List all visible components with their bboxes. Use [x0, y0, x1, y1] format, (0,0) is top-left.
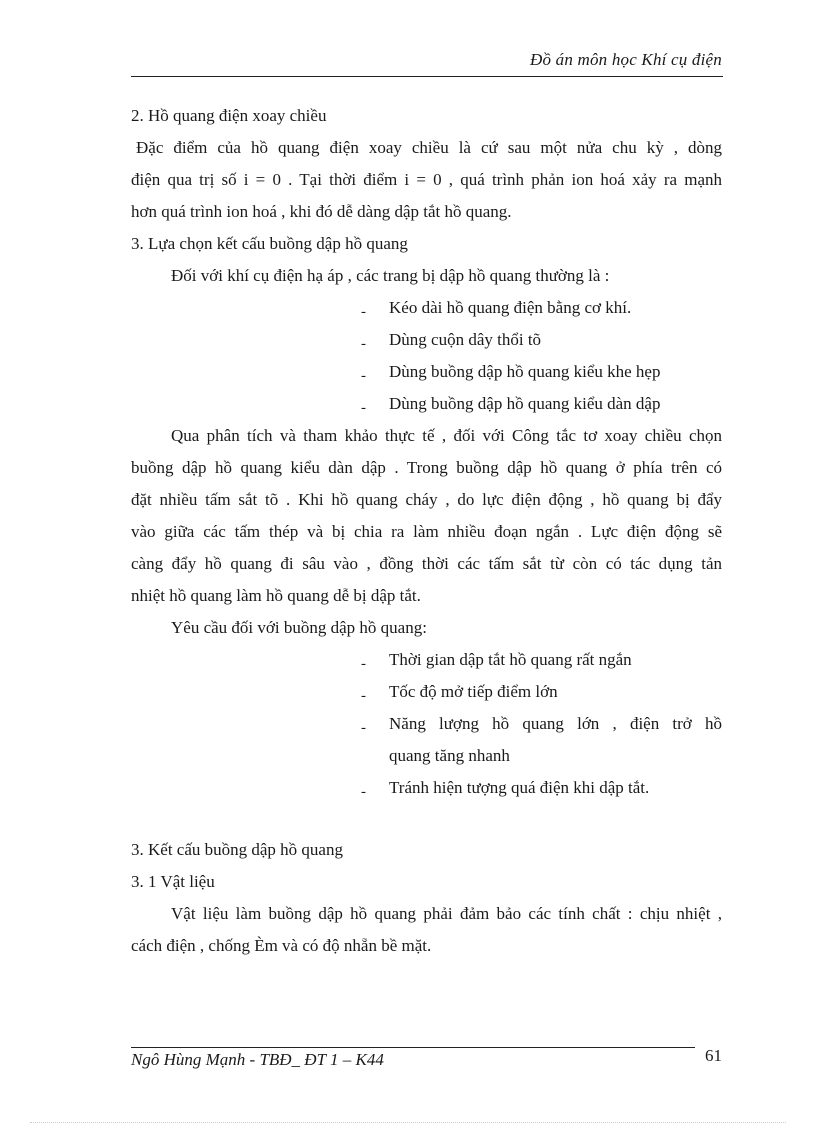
- paragraph-line: cách điện , chống Èm và có độ nhẵn bề mặt.: [131, 936, 432, 955]
- footer-author: Ngô Hùng Mạnh - TBĐ_ ĐT 1 – K44: [131, 1050, 384, 1069]
- footer-rule: [131, 1047, 695, 1048]
- header-rule: [131, 76, 723, 77]
- paragraph-line: Qua phân tích và tham khảo thực tế , đối với Công tắc tơ xoay chiều chọn: [171, 426, 722, 445]
- list-item-text: quang tăng nhanh: [389, 746, 510, 765]
- list-item-text: Dùng buồng dập hồ quang kiểu khe hẹp: [389, 362, 661, 381]
- paragraph-line: Đặc điểm của hồ quang điện xoay chiều là cứ sau một nửa chu kỳ , dòng: [136, 138, 722, 157]
- paragraph-line: càng đẩy hồ quang đi sâu vào , đồng thời các tấm sắt từ còn có tác dụng tản: [131, 554, 722, 573]
- list-item-continuation: [131, 740, 722, 772]
- paragraph-line: buồng dập hồ quang kiểu dàn dập . Trong buồng dập hồ quang ở phía trên có: [131, 458, 722, 477]
- dash-bullet-icon: -: [361, 368, 366, 384]
- dash-bullet-icon: -: [361, 400, 366, 416]
- list-item: [131, 676, 722, 708]
- list-item-text: Năng lượng hồ quang lớn , điện trở hồ: [389, 714, 722, 733]
- dash-bullet-icon: -: [361, 784, 366, 800]
- dash-bullet-icon: -: [361, 720, 366, 736]
- list-item: [131, 772, 722, 804]
- dash-bullet-icon: -: [361, 656, 366, 672]
- list-item: [131, 708, 722, 740]
- page-number: 61: [705, 1046, 722, 1065]
- list-item-text: Thời gian dập tắt hồ quang rất ngắn: [389, 650, 632, 669]
- paragraph-line: Đối với khí cụ điện hạ áp , các trang bị dập hồ quang thường là :: [171, 266, 610, 285]
- list-item: [131, 292, 722, 324]
- paragraph-line: hơn quá trình ion hoá , khi đó dễ dàng dập tắt hồ quang.: [131, 202, 512, 221]
- spacer: [131, 804, 722, 834]
- paragraph-line: nhiệt hồ quang làm hồ quang dễ bị dập tắt.: [131, 586, 421, 605]
- list-item-text: Tránh hiện tượng quá điện khi dập tắt.: [389, 778, 650, 797]
- paragraph-line: điện qua trị số i = 0 . Tại thời điểm i = 0 , quá trình phản ion hoá xảy ra mạnh: [131, 170, 722, 189]
- list-item-text: Kéo dài hồ quang điện bằng cơ khí.: [389, 298, 632, 317]
- list-item-text: Dùng cuộn dây thổi tõ: [389, 330, 542, 349]
- dash-bullet-icon: -: [361, 336, 366, 352]
- list-item-text: Tốc độ mở tiếp điểm lớn: [389, 682, 558, 701]
- section-heading: 2. Hồ quang điện xoay chiều: [131, 106, 327, 125]
- dash-bullet-icon: -: [361, 688, 366, 704]
- paragraph-line: Vật liệu làm buồng dập hồ quang phải đảm bảo các tính chất : chịu nhiệt ,: [171, 904, 722, 923]
- list-item-text: Dùng buồng dập hồ quang kiểu dàn dập: [389, 394, 661, 413]
- header-title: Đồ án môn học Khí cụ điện: [530, 50, 722, 69]
- paragraph-line: Yêu cầu đối với buồng dập hồ quang:: [171, 618, 427, 637]
- paragraph-line: vào giữa các tấm thép và bị chia ra làm nhiều đoạn ngắn . Lực điện động sẽ: [131, 522, 722, 541]
- subsection-heading: 3. 1 Vật liệu: [131, 872, 215, 891]
- list-item: [131, 324, 722, 356]
- paragraph-line: đặt nhiều tấm sắt tõ . Khi hồ quang cháy , do lực điện động , hồ quang bị đẩy: [131, 490, 722, 509]
- page-content: [131, 100, 722, 962]
- section-heading: 3. Kết cấu buồng dập hồ quang: [131, 840, 343, 859]
- list-item: [131, 388, 722, 420]
- dash-bullet-icon: -: [361, 304, 366, 320]
- list-item: [131, 644, 722, 676]
- list-item: [131, 356, 722, 388]
- section-heading: 3. Lựa chọn kết cấu buồng dập hồ quang: [131, 234, 408, 253]
